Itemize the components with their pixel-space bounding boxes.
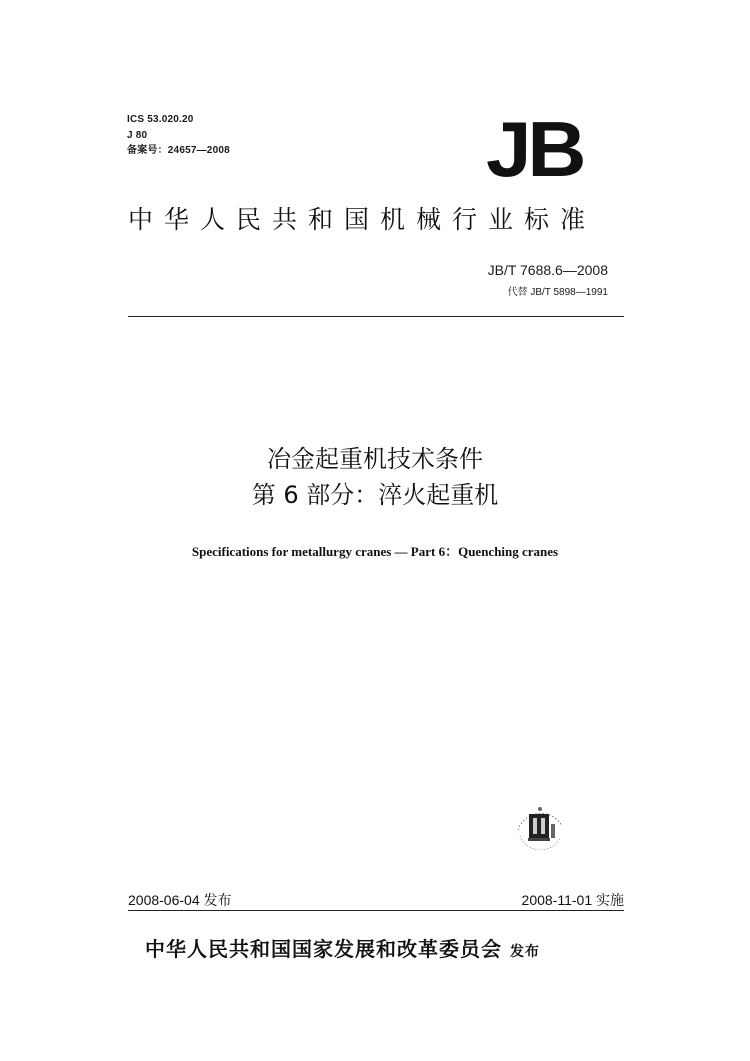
replaces-standard: 代替 JB/T 5898—1991 (507, 287, 608, 298)
title-zh-line2: 第 6 部分：淬火起重机 (251, 481, 499, 509)
issue-date: 2008-06-04 发布 (128, 892, 232, 908)
filing-number: 备案号：24657—2008 (127, 145, 230, 156)
publisher-name: 中华人民共和国国家发展和改革委员会 (145, 937, 502, 961)
title-en: Specifications for metallurgy cranes — Part 6：Quenching cranes (191, 544, 559, 559)
publisher-block (145, 933, 540, 962)
standard-number: JB/T 7688.6—2008 (487, 262, 608, 278)
jb-logo (486, 105, 604, 193)
ccs-code: J 80 (127, 130, 148, 141)
emblem-icon (512, 800, 570, 850)
header-divider (128, 316, 624, 317)
jb-logo-text: JB (486, 105, 583, 193)
publisher-emblem (512, 800, 570, 850)
standard-category-title: 中华人民共和国机械行业标准 (128, 205, 597, 234)
publisher-suffix: 发布 (510, 944, 540, 960)
title-zh-line1: 冶金起重机技术条件 (267, 445, 483, 473)
ics-code: ICS 53.020.20 (127, 114, 194, 125)
implement-date: 2008-11-01 实施 (521, 892, 624, 908)
footer-divider (128, 910, 624, 911)
